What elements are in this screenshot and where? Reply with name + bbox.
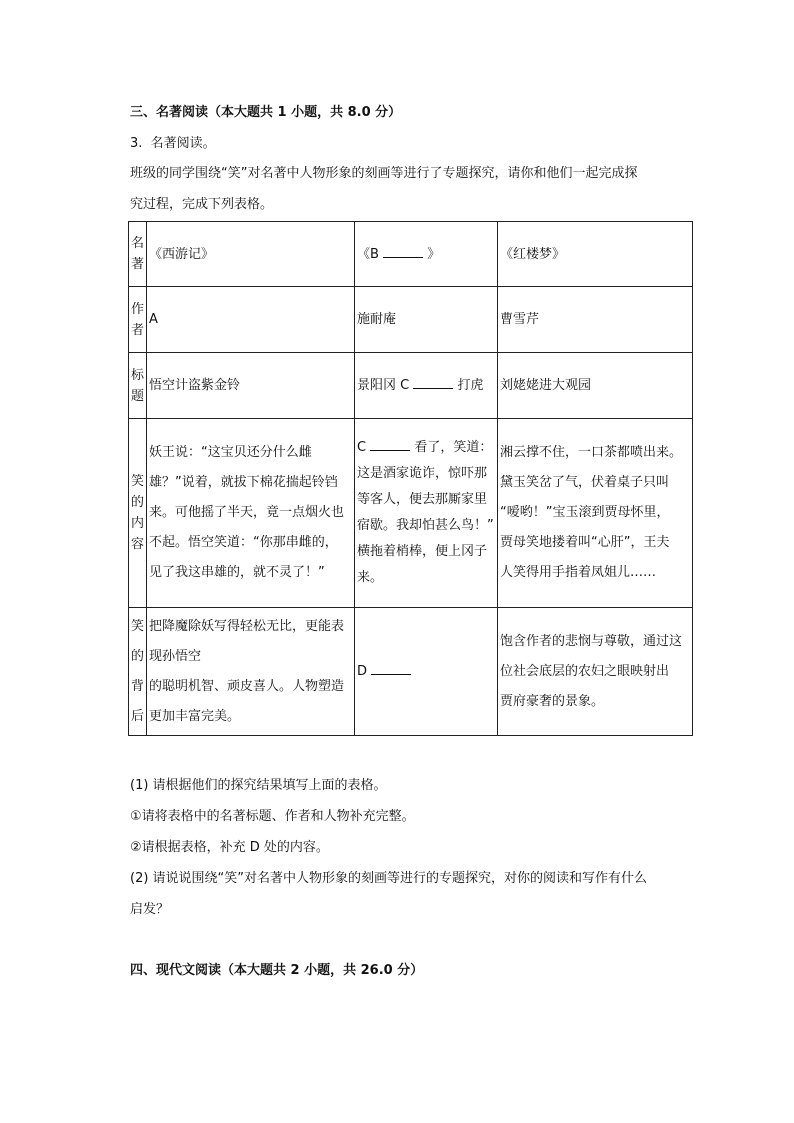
cell-author-2: 施耐庵 xyxy=(355,287,498,353)
row-label-author: 作 者 xyxy=(129,287,147,353)
question-1: (1) 请根据他们的探究结果填写上面的表格。 xyxy=(130,778,387,793)
question-2-line-1: (2) 请说说围绕“笑”对名著中人物形象的刻画等进行的专题探究，对你的阅读和写作有什么 xyxy=(130,871,648,886)
cell-book-2: 《B 》 xyxy=(355,222,498,287)
cell-content-1: 妖王说：“这宝贝还分什么雌 雄？”说着，就拔下棉花揣起铃铛 来。可他摇了半天，竟一点烟火也 不起。悟空笑道：“你那串雌的， 见了我这串雄的，就不灵了！” xyxy=(147,419,355,608)
table-row-author xyxy=(129,287,693,353)
row-label-book: 名 著 xyxy=(129,222,147,287)
row-label-content: 笑 的 内 容 xyxy=(129,419,147,608)
row-label-behind: 笑 的 背 后 xyxy=(129,608,147,736)
intro-line-2: 究过程，完成下列表格。 xyxy=(130,197,274,212)
cell-behind-1: 把降魔除妖写得轻松无比，更能表 现孙悟空 的聪明机智、顽皮喜人。人物塑造 更加丰富完美。 xyxy=(147,608,355,736)
question-1b: ②请根据表格，补充 D 处的内容。 xyxy=(130,840,329,855)
question-2-line-2: 启发？ xyxy=(130,902,170,917)
question-number xyxy=(130,135,216,153)
cell-behind-2: D xyxy=(355,608,498,736)
blank-c2 xyxy=(370,438,410,451)
section4-heading: 四、现代文阅读（本大题共 2 小题，共 26.0 分） xyxy=(130,963,424,978)
q-title: 名著阅读。 xyxy=(150,136,216,151)
table-row-title xyxy=(129,353,693,419)
row-label-title: 标 题 xyxy=(129,353,147,419)
cell-behind-3: 饱含作者的悲悯与尊敬，通过这 位社会底层的农妇之眼映射出 贾府豪奢的景象。 xyxy=(498,608,693,736)
cell-title-2: 景阳冈 C 打虎 xyxy=(355,353,498,419)
blank-b xyxy=(383,245,423,258)
table-row-content xyxy=(129,419,693,608)
cell-title-3: 刘姥姥进大观园 xyxy=(498,353,693,419)
cell-author-3: 曹雪芹 xyxy=(498,287,693,353)
cell-title-1: 悟空计盗紫金铃 xyxy=(147,353,355,419)
cell-book-1: 《西游记》 xyxy=(147,222,355,287)
cell-content-3: 湘云撑不住，一口茶都喷出来。 黛玉笑岔了气，伏着桌子只叫 “嗳哟！”宝玉滚到贾母怀里， 贾母笑地搂着叫“心肝”，王夫 人笑得用手指着凤姐儿…… xyxy=(498,419,693,608)
table-row-book xyxy=(129,222,693,287)
cell-book-3: 《红楼梦》 xyxy=(498,222,693,287)
novel-table xyxy=(128,221,693,736)
q-number: 3. xyxy=(130,136,143,151)
blank-c xyxy=(413,376,453,389)
question-1a: ①请将表格中的名著标题、作者和人物补充完整。 xyxy=(130,809,415,824)
section3-heading: 三、名著阅读（本大题共 1 小题，共 8.0 分） xyxy=(130,105,402,120)
blank-d xyxy=(371,662,411,675)
table-row-behind xyxy=(129,608,693,736)
intro-line-1: 班级的同学围绕“笑”对名著中人物形象的刻画等进行了专题探究，请你和他们一起完成探 xyxy=(130,166,638,181)
cell-content-2: C 看了，笑道： 这是酒家诡诈，惊吓那 等客人，便去那厮家里 宿歇。我却怕甚么鸟！” 横拖着梢棒，便上冈子 来。 xyxy=(355,419,498,608)
cell-author-1: A xyxy=(147,287,355,353)
